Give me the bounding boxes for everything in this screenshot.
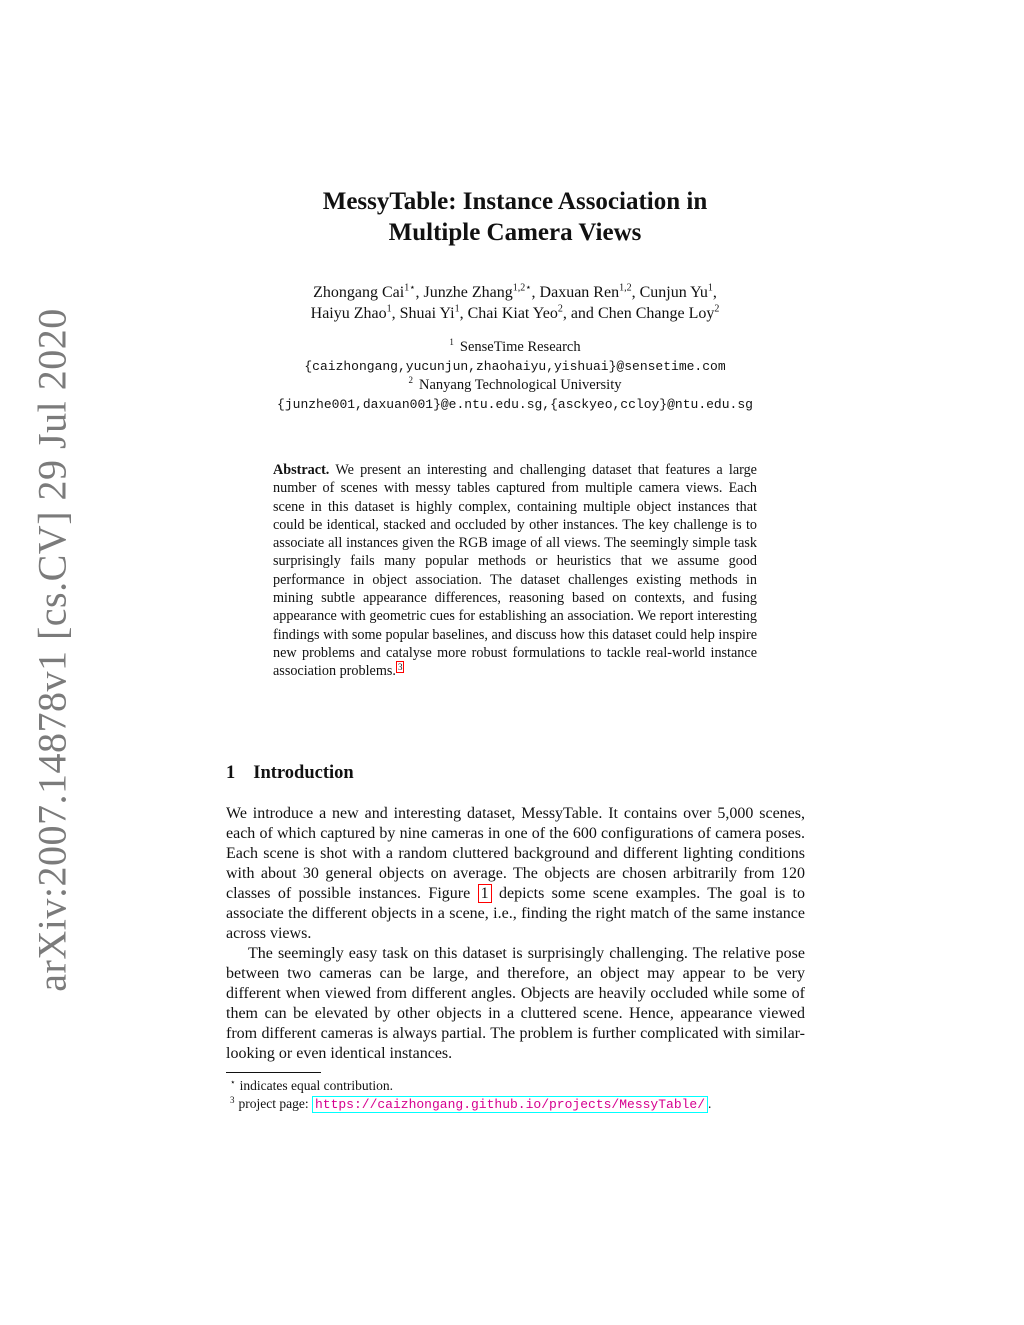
author-affil: 1 (454, 303, 460, 315)
author-name: Cunjun Yu (639, 284, 708, 301)
footnote-divider (226, 1072, 321, 1073)
affiliation-1-email: {caizhongang,yucunjun,zhaohaiyu,yishuai}@sensetime.com (304, 359, 726, 374)
footnote-3-label: project page: (238, 1096, 309, 1111)
author-affil: 1 (386, 303, 392, 315)
author-conjunction: and (570, 305, 594, 322)
intro-body (226, 804, 805, 1064)
author-list (200, 282, 830, 324)
affiliation-2-email: {junzhe001,daxuan001}@e.ntu.edu.sg,{asckyeo,ccloy}@ntu.edu.sg (277, 397, 753, 412)
author-line-1: Zhongang Cai$^{1⋆}$, Junzhe Zhang$^{1,2⋆}$, Daxuan Ren$^{1,2}$, Cunjun Yu$^1$, (313, 282, 717, 301)
author-name: Zhongang Cai (313, 284, 405, 301)
title-line-1: MessyTable: Instance Association in (322, 188, 708, 215)
arxiv-stamp-text: arXiv:2007.14878v1 [cs.CV] 29 Jul 2020 (29, 308, 75, 992)
project-page-link[interactable]: https://caizhongang.github.io/projects/MessyTable/ (312, 1096, 708, 1113)
title-line-2: Multiple Camera Views (388, 219, 642, 246)
figure-ref-link[interactable]: 1 (478, 884, 492, 903)
intro-paragraph-1 (226, 804, 805, 944)
author-affil: 1 (707, 282, 713, 294)
affiliation-1-name: SenseTime Research (459, 339, 581, 355)
author-affil: 2 (714, 303, 720, 315)
author-name: Daxuan Ren (539, 284, 620, 301)
affiliation-1 (220, 338, 810, 357)
affiliation-2-sup: 2 (408, 375, 413, 386)
footnote-1 (226, 1077, 805, 1095)
abstract (273, 461, 757, 681)
abstract-text: We present an interesting and challenging dataset that features a large number of scenes with messy tables captured from multiple camera views. Each scene in this dataset is highly complex, containing multiple object instances that could be identical, stacked and occluded by other instances. The key challenge is to associate all instances given the RGB image of all views. The seemingly simple task surprisingly fails many popular methods or heuristics that we assume good performance in object association. The dataset challenges existing methods in mining subtle appearance differences, reasoning based on contexts, and fusing appearance with geometric cues for establishing an association. We report interesting findings with some popular baselines, and discuss how this dataset could help inspire new problems and catalyse more robust formulations to tackle real-world instance association problems. (273, 462, 757, 680)
affiliation-2-name: Nanyang Technological University (419, 377, 622, 393)
author-line-2: Haiyu Zhao$^1$, Shuai Yi$^1$, Chai Kiat Yeo$^2$, and Chen Change Loy$^2$ (310, 303, 720, 322)
paragraph-text: depicts some scene examples. The goal is to associate the different objects in a scene, i.e., finding the right match of the same instance across views. (226, 885, 805, 942)
author-name: Shuai Yi (399, 305, 455, 322)
author-affil: 1,2⋆ (512, 282, 532, 294)
arxiv-stamp (12, 0, 75, 1325)
abstract-label: Abstract. (273, 462, 330, 478)
footnote-1-mark: ⋆ (230, 1076, 236, 1087)
author-affil: 1,2 (619, 282, 632, 294)
author-name: Chai Kiat Yeo (467, 305, 558, 322)
author-name: Chen Change Loy (597, 305, 715, 322)
footnote-ref-link[interactable]: 3 (397, 661, 403, 672)
footnote-3 (226, 1095, 805, 1114)
author-affil: 2 (557, 303, 563, 315)
footnote-1-text: indicates equal contribution. (239, 1078, 393, 1093)
author-name: Haiyu Zhao (310, 305, 387, 322)
section-title: Introduction (253, 763, 354, 783)
author-name: Junzhe Zhang (423, 284, 513, 301)
affiliations (220, 338, 810, 414)
section-heading (226, 763, 354, 784)
paragraph-text: We introduce a new and interesting dataset, MessyTable. It contains over 5,000 scenes, each of which captured by nine cameras in one of the 600 configurations of camera poses. Each scene is shot with a random cluttered background and different lighting conditions with about 30 general objects on average. The objects are chosen arbitrarily from 120 classes of possible instances. Figure (226, 805, 805, 902)
section-number: 1 (226, 763, 236, 783)
footnote-3-end: . (708, 1096, 712, 1111)
paper-title (200, 186, 830, 248)
affiliation-2 (220, 376, 810, 395)
footnotes (226, 1077, 805, 1114)
intro-paragraph-2: The seemingly easy task on this dataset is surprisingly challenging. The relative pose between two cameras can be large, and therefore, an object may appear to be very different when viewed from different angles. Objects are heavily occluded while some of them can be elevated by other objects in a cluttered scene. Hence, appearance viewed from different cameras is always partial. The problem is further complicated with similar-looking or even identical instances. (226, 945, 805, 1062)
footnote-3-mark: 3 (230, 1094, 235, 1105)
author-affil: 1⋆ (404, 282, 416, 294)
affiliation-1-sup: 1 (449, 337, 454, 348)
